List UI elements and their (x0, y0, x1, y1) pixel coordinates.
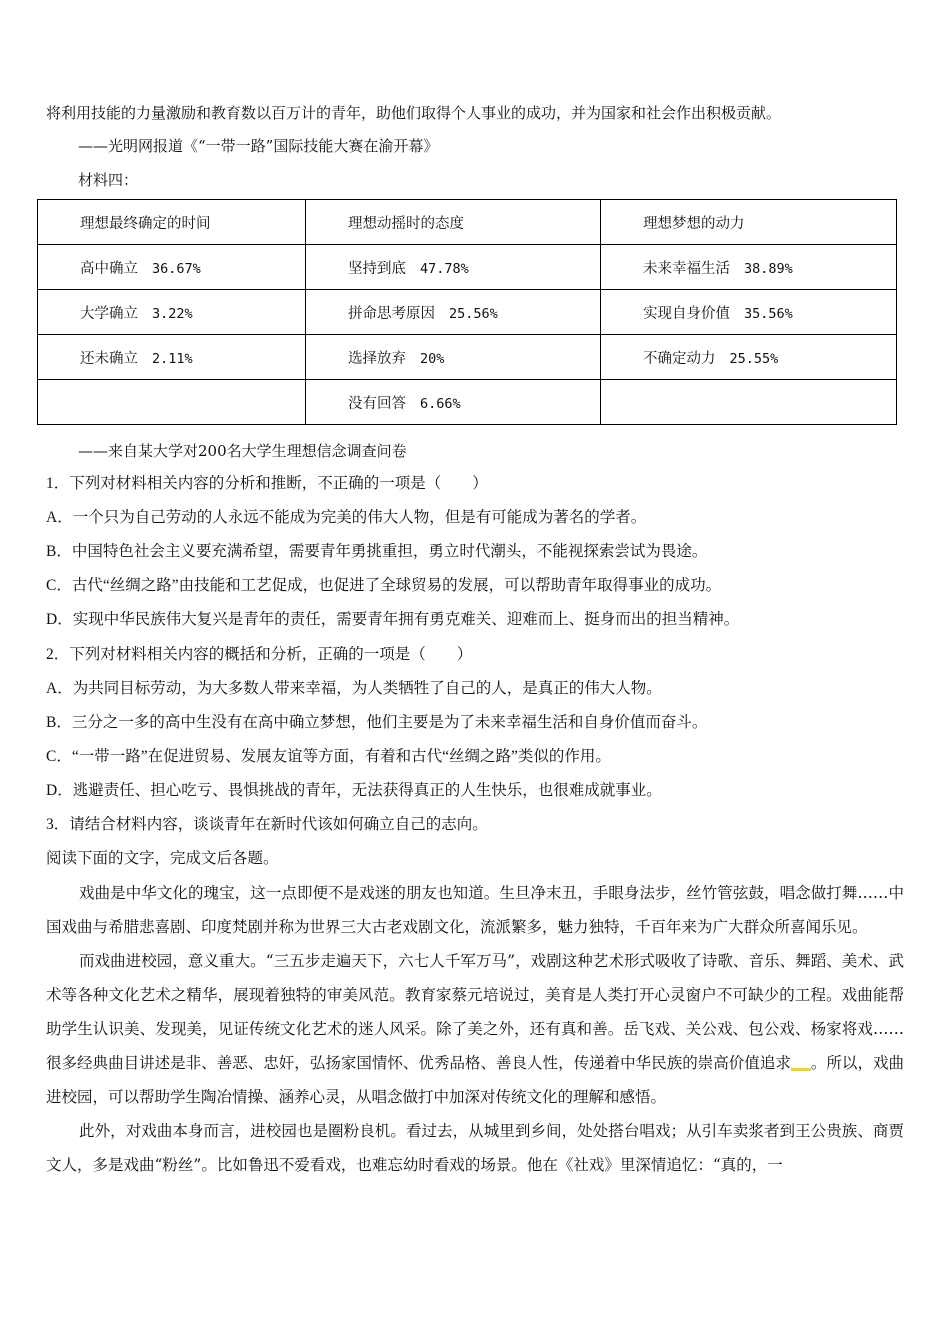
survey-source: ——来自某大学对200名大学生理想信念调查问卷 (78, 442, 407, 460)
table-cell: 不确定动力 25.55% (601, 335, 897, 380)
table-cell: 坚持到底 47.78% (306, 245, 601, 290)
passage-paragraph-2: 而戏曲进校园，意义重大。“三五步走遍天下，六七人千军万马”，戏剧这种艺术形式吸收了诗歌、音乐、舞蹈、美术、武术等各种文化艺术之精华，展现着独特的审美风范。教育家蔡元培说过，美育是人类打开心灵窗户不可缺少的工程。戏曲能帮助学生认识美、发现美，见证传统文化艺术的迷人风采。除了美之外，还有真和善。岳飞戏、关公戏、包公戏、杨家将戏……很多经典曲目讲述是非、善恶、忠奸，弘扬家国情怀、优秀品格、善良人性，传递着中华民族的崇高价值追求 。所以，戏曲进校园，可以帮助学生陶冶情操、涵养心灵，从唱念做打中加深对传统文化的理解和感悟。 (46, 952, 904, 1106)
table-cell: 高中确立 36.67% (38, 245, 306, 290)
header-cell: 理想梦想的动力 (601, 200, 897, 245)
table-row (38, 380, 897, 425)
table-cell: 拼命思考原因 25.56% (306, 290, 601, 335)
option-1a: A．一个只为自己劳动的人永远不能成为完美的伟大人物，但是有可能成为著名的学者。 (46, 509, 647, 526)
question-2: 2．下列对材料相关内容的概括和分析，正确的一项是（ ） (46, 646, 473, 663)
header-cell: 理想动摇时的态度 (306, 200, 601, 245)
question-1: 1．下列对材料相关内容的分析和推断，不正确的一项是（ ） (46, 475, 488, 492)
reading-instruction: 阅读下面的文字，完成文后各题。 (46, 850, 279, 867)
table-header-row (38, 200, 897, 245)
option-2c: C．“一带一路”在促进贸易、发展友谊等方面，有着和古代“丝绸之路”类似的作用。 (46, 748, 611, 765)
table-row (38, 290, 897, 335)
table-cell: 实现自身价值 35.56% (601, 290, 897, 335)
option-2d: D．逃避责任、担心吃亏、畏惧挑战的青年，无法获得真正的人生快乐，也很难成就事业。 (46, 782, 662, 799)
material-four-label: 材料四： (78, 171, 139, 189)
passage-paragraph-3: 此外，对戏曲本身而言，进校园也是圈粉良机。看过去，从城里到乡间，处处搭台唱戏；从引车卖浆者到王公贵族、商贾文人，多是戏曲“粉丝”。比如鲁迅不爱看戏，也难忘幼时看戏的场景。他在《社戏》里深情追忆：“真的，一 (46, 1122, 904, 1174)
table-cell: 还未确立 2.11% (38, 335, 306, 380)
intro-text: 将利用技能的力量激励和教育数以百万计的青年，助他们取得个人事业的成功，并为国家和社会作出积极贡献。 (46, 104, 782, 122)
table-cell: 选择放弃 20% (306, 335, 601, 380)
passage-paragraph-1: 戏曲是中华文化的瑰宝，这一点即便不是戏迷的朋友也知道。生旦净末丑，手眼身法步，丝竹管弦鼓，唱念做打舞……中国戏曲与希腊悲喜剧、印度梵剧并称为世界三大古老戏剧文化，流派繁多，魅力独特，千百年来为广大群众所喜闻乐见。 (46, 884, 904, 936)
table-cell: 大学确立 3.22% (38, 290, 306, 335)
table-cell: 没有回答 6.66% (306, 380, 601, 425)
source-material-three: ——光明网报道《“一带一路”国际技能大赛在渝开幕》 (78, 137, 439, 155)
table-cell (601, 380, 897, 425)
table-row (38, 335, 897, 380)
table-cell (38, 380, 306, 425)
option-2a: A．为共同目标劳动，为大多数人带来幸福，为人类牺牲了自己的人，是真正的伟大人物。 (46, 680, 662, 697)
table-cell: 未来幸福生活 38.89% (601, 245, 897, 290)
table-row (38, 245, 897, 290)
survey-table (37, 199, 897, 425)
question-3: 3．请结合材料内容，谈谈青年在新时代该如何确立自己的志向。 (46, 816, 488, 833)
passage (46, 876, 904, 1182)
option-1b: B．中国特色社会主义要充满希望，需要青年勇挑重担，勇立时代潮头，不能视探索尝试为畏途。 (46, 543, 708, 560)
header-cell: 理想最终确定的时间 (38, 200, 306, 245)
option-1d: D．实现中华民族伟大复兴是青年的责任，需要青年拥有勇克难关、迎难而上、挺身而出的担当精神。 (46, 611, 740, 628)
option-1c: C．古代“丝绸之路”由技能和工艺促成，也促进了全球贸易的发展，可以帮助青年取得事业的成功。 (46, 577, 722, 594)
highlight-mark (791, 1068, 811, 1071)
option-2b: B．三分之一多的高中生没有在高中确立梦想，他们主要是为了未来幸福生活和自身价值而奋斗。 (46, 714, 708, 731)
